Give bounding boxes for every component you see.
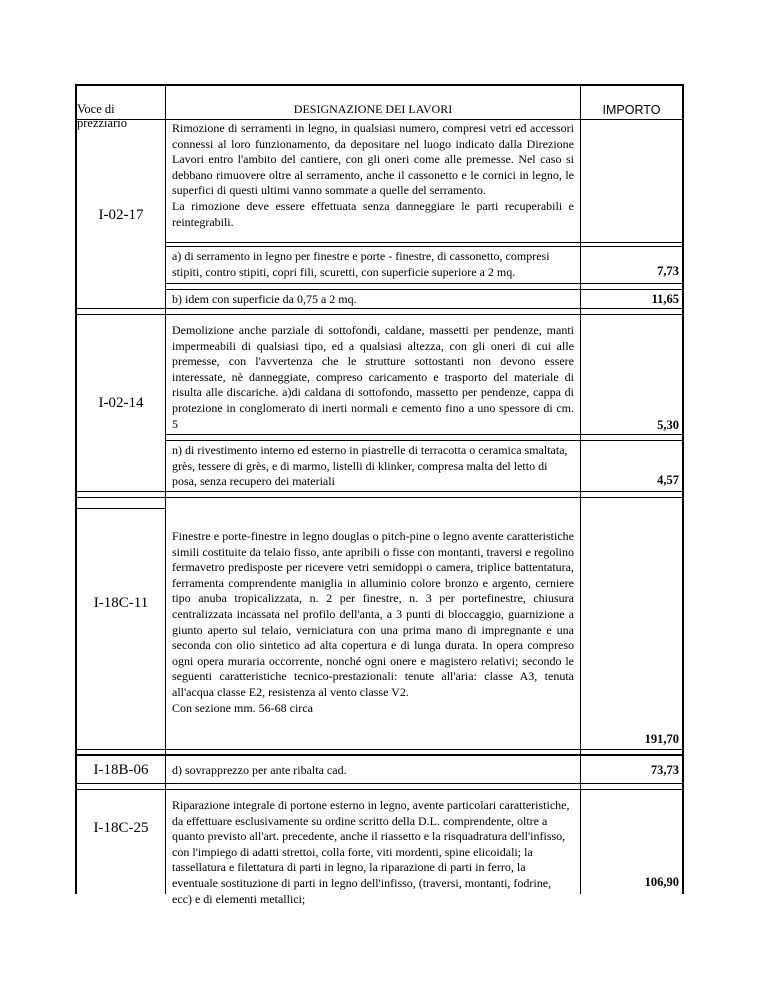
row-rule bbox=[75, 314, 684, 315]
subitem-description: a) di serramento in legno per finestre e porte - finestre, di cassonetto, compresi stipiti, contro stipiti, copri fili, scuretti, con superficie superiore a 2 mq. bbox=[172, 249, 550, 279]
entry-amount: 106,90 bbox=[644, 875, 679, 889]
row-rule bbox=[75, 497, 684, 498]
entry-amount: 73,73 bbox=[650, 763, 679, 777]
row-rule bbox=[75, 508, 166, 509]
entry-amount: 191,70 bbox=[644, 732, 679, 746]
row-rule bbox=[165, 242, 684, 243]
description-paragraph: Con sezione mm. 56-68 circa bbox=[172, 700, 313, 715]
entry-code: I-02-14 bbox=[98, 395, 144, 411]
row-rule bbox=[165, 440, 684, 441]
description-paragraph: Finestre e porte-finestre in legno douglas o pitch-pine o legno avente caratteristiche simili costituite da telaio fisso, ante apribili o fisse con montanti, traversi e regolino fermavetro predisposte per ricevere vetri semidoppi o camera, triplice battentatura, ferramenta comprendente maniglia in alluminio colore bronzo e argento, cerniere tipo anuba tropicalizzata, n. 2 per finestre, n. 3 per portefinestre, chiusura centralizzata incassata nel profilo dell'anta, a 3 punti di bloccaggio, guarnizione a giunto aperto sul telaio, verniciatura con una prima mano di impregnante e una seconda con olio sintetico ad alta copertura e di lunga durata. In opera compreso ogni opera muraria occorrente, nonché ogni onere e magistero relativi; secondo le seguenti caratteristiche tecnico-prestazionali: tenute all'aria: classe A3, tenuta all'acqua classe E2, resistenza al vento classe V2. bbox=[172, 529, 574, 699]
subitem-description: n) di rivestimento interno ed esterno in piastrelle di terracotta o ceramica smaltata, grès, tessere di grès, e di marmo, listelli di klinker, compresa malta del letto di posa, senza recupero dei materiali bbox=[172, 443, 568, 489]
description-paragraph: d) sovrapprezzo per ante ribalta cad. bbox=[172, 763, 347, 777]
entry-amount: 5,30 bbox=[657, 418, 679, 432]
description-paragraph: Demolizione anche parziale di sottofondi, caldane, massetti per pendenze, manti impermeabili di qualsiasi tipo, ed a qualsiasi altezza, con gli oneri di cui alle premesse, con l'avvertenza che le strutture sottostanti non devono essere interessate, nè danneggiate, compreso caricamento e trasporto del materiale di risulta alle discariche. a)di caldana di sottofondo, massetto per pendenze, cappa di protezione in conglomerato di inerti normali e cemento fino a uno spessore di cm. 5 bbox=[172, 323, 574, 431]
description-paragraph: Rimozione di serramenti in legno, in qualsiasi numero, compresi vetri ed accessori connessi al loro funzionamento, da depositare nel luogo indicato dalla Direzione Lavori entro l'ambito del cantiere, con gli oneri come alle premesse. Nel caso si debbano rimuovere oltre al serramento, anche il cassonetto e le cornici in legno, le superfici di questi ultimi vanno sommate a quelle del serramento. bbox=[172, 121, 574, 198]
header-amount-column: IMPORTO bbox=[602, 103, 661, 117]
entry-code: I-18B-06 bbox=[93, 762, 149, 778]
entry-description bbox=[172, 798, 574, 907]
entry-code: I-18C-25 bbox=[93, 820, 149, 836]
column-divider-code bbox=[165, 84, 166, 894]
entry-code: I-18C-11 bbox=[93, 595, 149, 611]
subitem-description: b) idem con superficie da 0,75 a 2 mq. bbox=[172, 292, 357, 306]
row-rule bbox=[75, 783, 684, 784]
row-rule bbox=[165, 434, 684, 435]
subitem-amount: 7,73 bbox=[657, 264, 679, 278]
header-bottom-rule bbox=[75, 119, 684, 120]
description-paragraph: Riparazione integrale di portone esterno in legno, avente particolari caratteristiche, da effettuare esclusivamente su ordine scritto della D.L. comprendente, oltre a quanto previsto all'art. precedente, anche il riassetto e la risquadratura dell'infisso, con l'impiego di adatti strettoi, colla forte, viti mordenti, spine elicoidali; la tassellatura e filettatura di parti in legno, la riparazione di parti in ferro, la eventuale sostituzione di parti in legno dell'infisso, (traversi, montanti, fodrine, ecc) e di elementi metallici; bbox=[172, 798, 570, 906]
header-description-column: DESIGNAZIONE DEI LAVORI bbox=[293, 102, 453, 116]
row-rule bbox=[75, 491, 684, 492]
description-paragraph: La rimozione deve essere effettuata senza danneggiare le parti recuperabili e reintegrabili. bbox=[172, 198, 574, 229]
entry-description bbox=[172, 121, 574, 230]
entry-description bbox=[172, 323, 574, 432]
entry-description bbox=[172, 763, 574, 779]
entry-code: I-02-17 bbox=[98, 207, 144, 223]
table-right-border bbox=[682, 84, 684, 894]
row-rule bbox=[165, 283, 684, 284]
row-rule bbox=[75, 749, 684, 750]
row-rule bbox=[165, 289, 684, 290]
entry-description bbox=[172, 529, 574, 716]
header-code-column: Voce di prezziario bbox=[77, 102, 127, 130]
table-top-border bbox=[75, 84, 684, 86]
row-rule bbox=[165, 246, 684, 247]
row-rule bbox=[75, 308, 684, 309]
row-rule bbox=[75, 754, 684, 756]
row-rule bbox=[75, 789, 684, 790]
subitem-amount: 11,65 bbox=[651, 292, 679, 306]
subitem-amount: 4,57 bbox=[657, 473, 679, 487]
